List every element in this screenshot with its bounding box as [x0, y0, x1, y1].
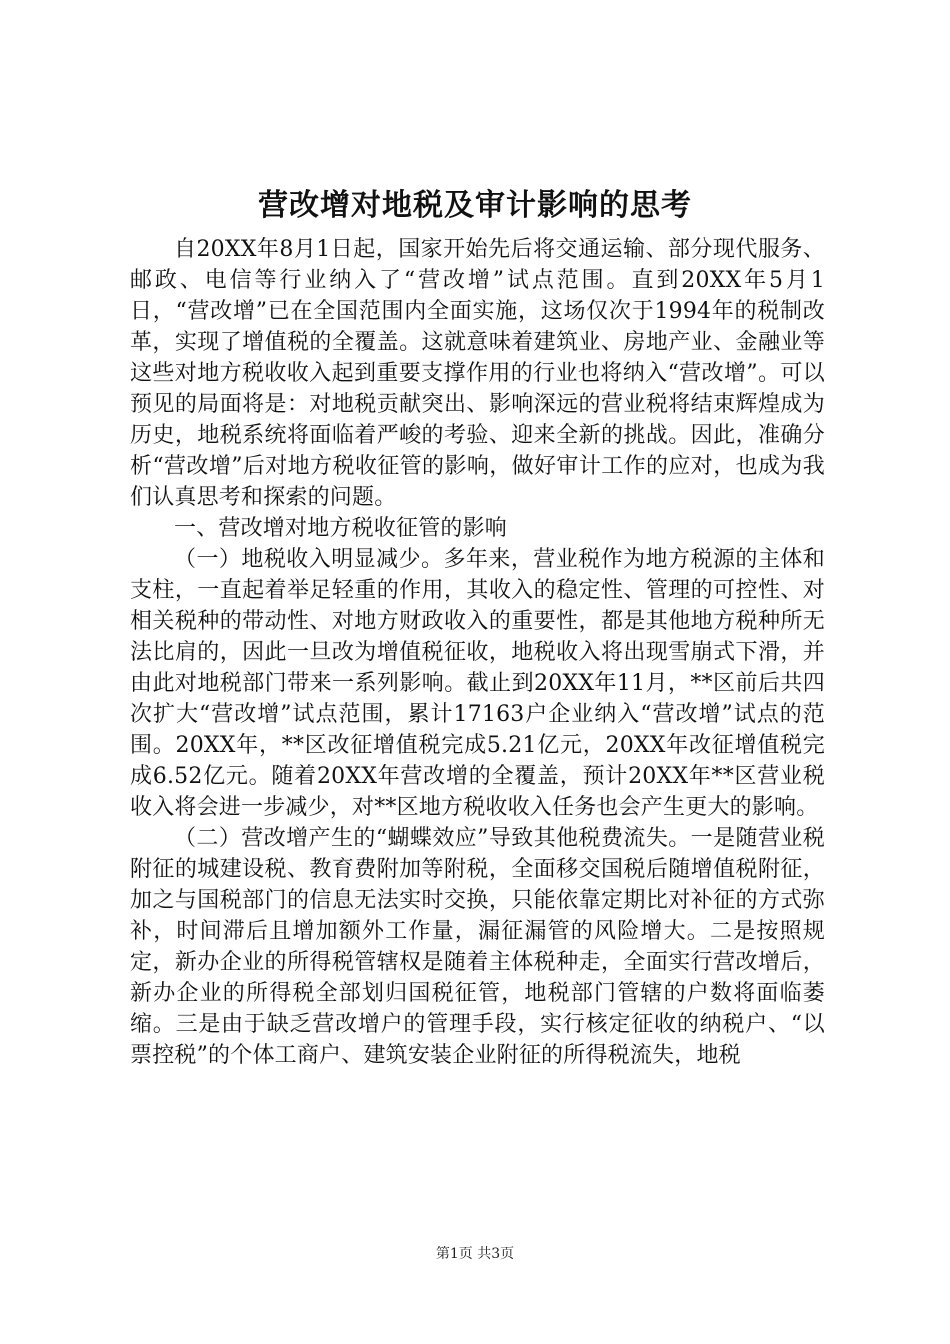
page-footer: 第1页 共3页: [435, 1246, 515, 1262]
paragraph-section-1-2: （二）营改增产生的“蝴蝶效应”导致其他税费流失。一是随营业税附征的城建设税、教育费附加等附税，全面移交国税后随增值税附征，加之与国税部门的信息无法实时交换，只能依靠定期比对补征的方式弥补，时间滞后且增加额外工作量，漏征漏管的风险增大。二是按照规定，新办企业的所得税管辖权是随着主体税种走，全面实行营改增后，新办企业的所得税全部划归国税征管，地税部门管辖的户数将面临萎缩。三是由于缺乏营改增户的管理手段，实行核定征收的纳税户、“以票控税”的个体工商户、建筑安装企业附征的所得税流失，地税: [130, 826, 825, 1068]
paragraph-intro: 自20XX年8月1日起，国家开始先后将交通运输、部分现代服务、邮政、电信等行业纳入了“营改增”试点范围。直到20XX年5月1日，“营改增”已在全国范围内全面实施，这场仅次于1994年的税制改革，实现了增值税的全覆盖。这就意味着建筑业、房地产业、金融业等这些对地方税收收入起到重要支撑作用的行业也将纳入“营改增”。可以预见的局面将是：对地税贡献突出、影响深远的营业税将结束辉煌成为历史，地税系统将面临着严峻的考验、迎来全新的挑战。因此，准确分析“营改增”后对地方税收征管的影响，做好审计工作的应对，也成为我们认真思考和探索的问题。: [130, 237, 825, 510]
document-body: [130, 234, 825, 1071]
paragraph-section-1-1: （一）地税收入明显减少。多年来，营业税作为地方税源的主体和支柱，一直起着举足轻重的作用，其收入的稳定性、管理的可控性、对相关税种的带动性、对地方财政收入的重要性，都是其他地方税种所无法比肩的，因此一旦改为增值税征收，地税收入将出现雪崩式下滑，并由此对地税部门带来一系列影响。截止到20XX年11月，**区前后共四次扩大“营改增”试点范围，累计17163户企业纳入“营改增”试点的范围。20XX年，**区改征增值税完成5.21亿元，20XX年改征增值税完成6.52亿元。随着20XX年营改增的全覆盖，预计20XX年**区营业税收入将会进一步减少，对**区地方税收收入任务也会产生更大的影响。: [130, 547, 825, 820]
document-title: 营改增对地税及审计影响的思考: [258, 188, 692, 223]
section-heading-1: 一、营改增对地方税收征管的影响: [174, 516, 508, 541]
